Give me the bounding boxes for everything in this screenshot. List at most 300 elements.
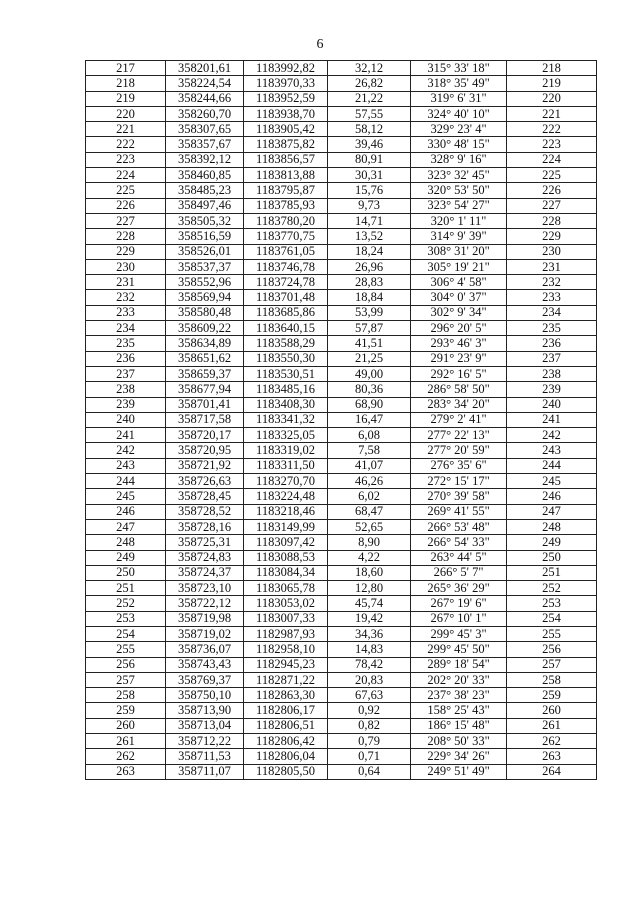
- point-number-cell: 217: [86, 61, 166, 76]
- x-coordinate-cell: 358516,59: [166, 229, 244, 244]
- point-number-cell: 249: [86, 550, 166, 565]
- next-point-number-cell: 249: [507, 535, 597, 550]
- bearing-angle-cell: 279° 2' 41": [411, 412, 507, 427]
- point-number-cell: 240: [86, 412, 166, 427]
- distance-cell: 28,83: [328, 275, 411, 290]
- x-coordinate-cell: 358569,94: [166, 290, 244, 305]
- table-row: [86, 458, 597, 473]
- y-coordinate-cell: 1183875,82: [244, 137, 328, 152]
- next-point-number-cell: 242: [507, 428, 597, 443]
- point-number-cell: 263: [86, 764, 166, 779]
- point-number-cell: 236: [86, 351, 166, 366]
- coordinates-table: [85, 60, 597, 780]
- point-number-cell: 251: [86, 581, 166, 596]
- bearing-angle-cell: 296° 20' 5": [411, 321, 507, 336]
- table-row: [86, 290, 597, 305]
- distance-cell: 52,65: [328, 519, 411, 534]
- next-point-number-cell: 256: [507, 642, 597, 657]
- y-coordinate-cell: 1183813,88: [244, 168, 328, 183]
- y-coordinate-cell: 1183149,99: [244, 519, 328, 534]
- table-row: [86, 168, 597, 183]
- table-row: [86, 749, 597, 764]
- page-number: 6: [316, 37, 324, 52]
- y-coordinate-cell: 1183952,59: [244, 91, 328, 106]
- point-number-cell: 239: [86, 397, 166, 412]
- bearing-angle-cell: 302° 9' 34": [411, 305, 507, 320]
- point-number-cell: 231: [86, 275, 166, 290]
- point-number-cell: 221: [86, 122, 166, 137]
- y-coordinate-cell: 1182958,10: [244, 642, 328, 657]
- y-coordinate-cell: 1182805,50: [244, 764, 328, 779]
- distance-cell: 18,84: [328, 290, 411, 305]
- next-point-number-cell: 221: [507, 106, 597, 121]
- bearing-angle-cell: 265° 36' 29": [411, 581, 507, 596]
- distance-cell: 49,00: [328, 366, 411, 381]
- distance-cell: 46,26: [328, 474, 411, 489]
- bearing-angle-cell: 323° 54' 27": [411, 198, 507, 213]
- next-point-number-cell: 248: [507, 519, 597, 534]
- distance-cell: 41,51: [328, 336, 411, 351]
- bearing-angle-cell: 299° 45' 3": [411, 626, 507, 641]
- y-coordinate-cell: 1183938,70: [244, 106, 328, 121]
- x-coordinate-cell: 358651,62: [166, 351, 244, 366]
- y-coordinate-cell: 1182945,23: [244, 657, 328, 672]
- point-number-cell: 226: [86, 198, 166, 213]
- distance-cell: 0,82: [328, 718, 411, 733]
- distance-cell: 14,71: [328, 213, 411, 228]
- point-number-cell: 228: [86, 229, 166, 244]
- y-coordinate-cell: 1183970,33: [244, 76, 328, 91]
- next-point-number-cell: 263: [507, 749, 597, 764]
- next-point-number-cell: 259: [507, 688, 597, 703]
- distance-cell: 58,12: [328, 122, 411, 137]
- table-row: [86, 642, 597, 657]
- next-point-number-cell: 241: [507, 412, 597, 427]
- y-coordinate-cell: 1183856,57: [244, 152, 328, 167]
- table-row: [86, 688, 597, 703]
- x-coordinate-cell: 358244,66: [166, 91, 244, 106]
- bearing-angle-cell: 286° 58' 50": [411, 382, 507, 397]
- table-row: [86, 61, 597, 76]
- x-coordinate-cell: 358537,37: [166, 259, 244, 274]
- y-coordinate-cell: 1183770,75: [244, 229, 328, 244]
- distance-cell: 41,07: [328, 458, 411, 473]
- bearing-angle-cell: 320° 1' 11": [411, 213, 507, 228]
- next-point-number-cell: 244: [507, 458, 597, 473]
- y-coordinate-cell: 1183341,32: [244, 412, 328, 427]
- next-point-number-cell: 258: [507, 672, 597, 687]
- y-coordinate-cell: 1183588,29: [244, 336, 328, 351]
- y-coordinate-cell: 1183311,50: [244, 458, 328, 473]
- point-number-cell: 258: [86, 688, 166, 703]
- table-row: [86, 734, 597, 749]
- bearing-angle-cell: 305° 19' 21": [411, 259, 507, 274]
- point-number-cell: 235: [86, 336, 166, 351]
- next-point-number-cell: 237: [507, 351, 597, 366]
- x-coordinate-cell: 358701,41: [166, 397, 244, 412]
- bearing-angle-cell: 158° 25' 43": [411, 703, 507, 718]
- distance-cell: 68,47: [328, 504, 411, 519]
- table-row: [86, 122, 597, 137]
- x-coordinate-cell: 358711,07: [166, 764, 244, 779]
- bearing-angle-cell: 267° 10' 1": [411, 611, 507, 626]
- point-number-cell: 248: [86, 535, 166, 550]
- bearing-angle-cell: 319° 6' 31": [411, 91, 507, 106]
- next-point-number-cell: 228: [507, 213, 597, 228]
- bearing-angle-cell: 276° 35' 6": [411, 458, 507, 473]
- table-row: [86, 213, 597, 228]
- x-coordinate-cell: 358713,90: [166, 703, 244, 718]
- table-row: [86, 550, 597, 565]
- bearing-angle-cell: 277° 22' 13": [411, 428, 507, 443]
- bearing-angle-cell: 315° 33' 18": [411, 61, 507, 76]
- x-coordinate-cell: 358659,37: [166, 366, 244, 381]
- table-row: [86, 443, 597, 458]
- table-row: [86, 366, 597, 381]
- bearing-angle-cell: 318° 35' 49": [411, 76, 507, 91]
- y-coordinate-cell: 1183761,05: [244, 244, 328, 259]
- point-number-cell: 218: [86, 76, 166, 91]
- bearing-angle-cell: 266° 53' 48": [411, 519, 507, 534]
- y-coordinate-cell: 1183218,46: [244, 504, 328, 519]
- x-coordinate-cell: 358736,07: [166, 642, 244, 657]
- table-row: [86, 474, 597, 489]
- bearing-angle-cell: 270° 39' 58": [411, 489, 507, 504]
- y-coordinate-cell: 1183325,05: [244, 428, 328, 443]
- distance-cell: 39,46: [328, 137, 411, 152]
- bearing-angle-cell: 272° 15' 17": [411, 474, 507, 489]
- x-coordinate-cell: 358634,89: [166, 336, 244, 351]
- distance-cell: 0,71: [328, 749, 411, 764]
- y-coordinate-cell: 1182987,93: [244, 626, 328, 641]
- bearing-angle-cell: 267° 19' 6": [411, 596, 507, 611]
- point-number-cell: 253: [86, 611, 166, 626]
- x-coordinate-cell: 358728,45: [166, 489, 244, 504]
- next-point-number-cell: 264: [507, 764, 597, 779]
- point-number-cell: 225: [86, 183, 166, 198]
- table-row: [86, 519, 597, 534]
- y-coordinate-cell: 1183097,42: [244, 535, 328, 550]
- next-point-number-cell: 226: [507, 183, 597, 198]
- y-coordinate-cell: 1183746,78: [244, 259, 328, 274]
- next-point-number-cell: 238: [507, 366, 597, 381]
- x-coordinate-cell: 358721,92: [166, 458, 244, 473]
- next-point-number-cell: 224: [507, 152, 597, 167]
- table-row: [86, 382, 597, 397]
- bearing-angle-cell: 263° 44' 5": [411, 550, 507, 565]
- bearing-angle-cell: 277° 20' 59": [411, 443, 507, 458]
- distance-cell: 26,96: [328, 259, 411, 274]
- point-number-cell: 260: [86, 718, 166, 733]
- x-coordinate-cell: 358505,32: [166, 213, 244, 228]
- point-number-cell: 237: [86, 366, 166, 381]
- table-row: [86, 351, 597, 366]
- coordinates-table-body: [86, 61, 597, 780]
- x-coordinate-cell: 358460,85: [166, 168, 244, 183]
- bearing-angle-cell: 266° 54' 33": [411, 535, 507, 550]
- table-row: [86, 672, 597, 687]
- point-number-cell: 244: [86, 474, 166, 489]
- table-row: [86, 489, 597, 504]
- y-coordinate-cell: 1183319,02: [244, 443, 328, 458]
- next-point-number-cell: 219: [507, 76, 597, 91]
- bearing-angle-cell: 293° 46' 3": [411, 336, 507, 351]
- next-point-number-cell: 257: [507, 657, 597, 672]
- x-coordinate-cell: 358719,02: [166, 626, 244, 641]
- table-row: [86, 504, 597, 519]
- y-coordinate-cell: 1183701,48: [244, 290, 328, 305]
- distance-cell: 9,73: [328, 198, 411, 213]
- bearing-angle-cell: 292° 16' 5": [411, 366, 507, 381]
- table-row: [86, 703, 597, 718]
- next-point-number-cell: 251: [507, 565, 597, 580]
- x-coordinate-cell: 358717,58: [166, 412, 244, 427]
- point-number-cell: 261: [86, 734, 166, 749]
- table-row: [86, 611, 597, 626]
- x-coordinate-cell: 358201,61: [166, 61, 244, 76]
- distance-cell: 6,08: [328, 428, 411, 443]
- point-number-cell: 245: [86, 489, 166, 504]
- distance-cell: 18,60: [328, 565, 411, 580]
- bearing-angle-cell: 314° 9' 39": [411, 229, 507, 244]
- next-point-number-cell: 246: [507, 489, 597, 504]
- table-row: [86, 244, 597, 259]
- x-coordinate-cell: 358552,96: [166, 275, 244, 290]
- table-row: [86, 229, 597, 244]
- next-point-number-cell: 247: [507, 504, 597, 519]
- next-point-number-cell: 262: [507, 734, 597, 749]
- y-coordinate-cell: 1183780,20: [244, 213, 328, 228]
- table-row: [86, 397, 597, 412]
- y-coordinate-cell: 1183724,78: [244, 275, 328, 290]
- table-row: [86, 657, 597, 672]
- bearing-angle-cell: 283° 34' 20": [411, 397, 507, 412]
- y-coordinate-cell: 1182806,04: [244, 749, 328, 764]
- y-coordinate-cell: 1183640,15: [244, 321, 328, 336]
- point-number-cell: 232: [86, 290, 166, 305]
- distance-cell: 53,99: [328, 305, 411, 320]
- point-number-cell: 246: [86, 504, 166, 519]
- distance-cell: 0,79: [328, 734, 411, 749]
- next-point-number-cell: 230: [507, 244, 597, 259]
- distance-cell: 16,47: [328, 412, 411, 427]
- distance-cell: 80,91: [328, 152, 411, 167]
- point-number-cell: 256: [86, 657, 166, 672]
- bearing-angle-cell: 304° 0' 37": [411, 290, 507, 305]
- point-number-cell: 233: [86, 305, 166, 320]
- point-number-cell: 242: [86, 443, 166, 458]
- x-coordinate-cell: 358357,67: [166, 137, 244, 152]
- bearing-angle-cell: 329° 23' 4": [411, 122, 507, 137]
- bearing-angle-cell: 208° 50' 33": [411, 734, 507, 749]
- x-coordinate-cell: 358769,37: [166, 672, 244, 687]
- table-row: [86, 137, 597, 152]
- point-number-cell: 252: [86, 596, 166, 611]
- y-coordinate-cell: 1183530,51: [244, 366, 328, 381]
- x-coordinate-cell: 358712,22: [166, 734, 244, 749]
- y-coordinate-cell: 1182806,42: [244, 734, 328, 749]
- table-row: [86, 535, 597, 550]
- next-point-number-cell: 234: [507, 305, 597, 320]
- x-coordinate-cell: 358260,70: [166, 106, 244, 121]
- y-coordinate-cell: 1183685,86: [244, 305, 328, 320]
- distance-cell: 34,36: [328, 626, 411, 641]
- point-number-cell: 259: [86, 703, 166, 718]
- y-coordinate-cell: 1183485,16: [244, 382, 328, 397]
- table-row: [86, 565, 597, 580]
- table-row: [86, 596, 597, 611]
- x-coordinate-cell: 358722,12: [166, 596, 244, 611]
- next-point-number-cell: 235: [507, 321, 597, 336]
- x-coordinate-cell: 358485,23: [166, 183, 244, 198]
- distance-cell: 78,42: [328, 657, 411, 672]
- next-point-number-cell: 227: [507, 198, 597, 213]
- distance-cell: 57,87: [328, 321, 411, 336]
- next-point-number-cell: 252: [507, 581, 597, 596]
- distance-cell: 4,22: [328, 550, 411, 565]
- x-coordinate-cell: 358307,65: [166, 122, 244, 137]
- bearing-angle-cell: 186° 15' 48": [411, 718, 507, 733]
- table-row: [86, 412, 597, 427]
- bearing-angle-cell: 308° 31' 20": [411, 244, 507, 259]
- x-coordinate-cell: 358720,17: [166, 428, 244, 443]
- y-coordinate-cell: 1182863,30: [244, 688, 328, 703]
- next-point-number-cell: 218: [507, 61, 597, 76]
- x-coordinate-cell: 358728,52: [166, 504, 244, 519]
- next-point-number-cell: 232: [507, 275, 597, 290]
- y-coordinate-cell: 1183270,70: [244, 474, 328, 489]
- table-row: [86, 152, 597, 167]
- y-coordinate-cell: 1182806,17: [244, 703, 328, 718]
- y-coordinate-cell: 1183795,87: [244, 183, 328, 198]
- bearing-angle-cell: 320° 53' 50": [411, 183, 507, 198]
- distance-cell: 57,55: [328, 106, 411, 121]
- next-point-number-cell: 261: [507, 718, 597, 733]
- distance-cell: 21,22: [328, 91, 411, 106]
- next-point-number-cell: 233: [507, 290, 597, 305]
- point-number-cell: 223: [86, 152, 166, 167]
- bearing-angle-cell: 237° 38' 23": [411, 688, 507, 703]
- bearing-angle-cell: 328° 9' 16": [411, 152, 507, 167]
- point-number-cell: 220: [86, 106, 166, 121]
- table-row: [86, 275, 597, 290]
- bearing-angle-cell: 306° 4' 58": [411, 275, 507, 290]
- bearing-angle-cell: 229° 34' 26": [411, 749, 507, 764]
- y-coordinate-cell: 1183905,42: [244, 122, 328, 137]
- bearing-angle-cell: 323° 32' 45": [411, 168, 507, 183]
- point-number-cell: 230: [86, 259, 166, 274]
- next-point-number-cell: 220: [507, 91, 597, 106]
- point-number-cell: 229: [86, 244, 166, 259]
- x-coordinate-cell: 358724,83: [166, 550, 244, 565]
- point-number-cell: 241: [86, 428, 166, 443]
- distance-cell: 21,25: [328, 351, 411, 366]
- table-row: [86, 428, 597, 443]
- next-point-number-cell: 253: [507, 596, 597, 611]
- x-coordinate-cell: 358713,04: [166, 718, 244, 733]
- x-coordinate-cell: 358224,54: [166, 76, 244, 91]
- x-coordinate-cell: 358580,48: [166, 305, 244, 320]
- y-coordinate-cell: 1183550,30: [244, 351, 328, 366]
- bearing-angle-cell: 266° 5' 7": [411, 565, 507, 580]
- next-point-number-cell: 223: [507, 137, 597, 152]
- point-number-cell: 257: [86, 672, 166, 687]
- y-coordinate-cell: 1182871,22: [244, 672, 328, 687]
- point-number-cell: 227: [86, 213, 166, 228]
- table-row: [86, 764, 597, 779]
- point-number-cell: 247: [86, 519, 166, 534]
- x-coordinate-cell: 358609,22: [166, 321, 244, 336]
- distance-cell: 26,82: [328, 76, 411, 91]
- distance-cell: 67,63: [328, 688, 411, 703]
- next-point-number-cell: 239: [507, 382, 597, 397]
- table-row: [86, 259, 597, 274]
- next-point-number-cell: 231: [507, 259, 597, 274]
- y-coordinate-cell: 1183084,34: [244, 565, 328, 580]
- y-coordinate-cell: 1183053,02: [244, 596, 328, 611]
- x-coordinate-cell: 358392,12: [166, 152, 244, 167]
- next-point-number-cell: 222: [507, 122, 597, 137]
- y-coordinate-cell: 1183992,82: [244, 61, 328, 76]
- point-number-cell: 243: [86, 458, 166, 473]
- bearing-angle-cell: 324° 40' 10": [411, 106, 507, 121]
- x-coordinate-cell: 358720,95: [166, 443, 244, 458]
- distance-cell: 68,90: [328, 397, 411, 412]
- x-coordinate-cell: 358750,10: [166, 688, 244, 703]
- table-row: [86, 581, 597, 596]
- point-number-cell: 238: [86, 382, 166, 397]
- x-coordinate-cell: 358726,63: [166, 474, 244, 489]
- y-coordinate-cell: 1182806,51: [244, 718, 328, 733]
- x-coordinate-cell: 358526,01: [166, 244, 244, 259]
- table-row: [86, 76, 597, 91]
- distance-cell: 30,31: [328, 168, 411, 183]
- table-row: [86, 336, 597, 351]
- table-row: [86, 183, 597, 198]
- point-number-cell: 255: [86, 642, 166, 657]
- table-row: [86, 91, 597, 106]
- bearing-angle-cell: 330° 48' 15": [411, 137, 507, 152]
- distance-cell: 12,80: [328, 581, 411, 596]
- y-coordinate-cell: 1183065,78: [244, 581, 328, 596]
- distance-cell: 14,83: [328, 642, 411, 657]
- bearing-angle-cell: 249° 51' 49": [411, 764, 507, 779]
- next-point-number-cell: 260: [507, 703, 597, 718]
- next-point-number-cell: 240: [507, 397, 597, 412]
- bearing-angle-cell: 289° 18' 54": [411, 657, 507, 672]
- table-row: [86, 106, 597, 121]
- table-row: [86, 321, 597, 336]
- table-row: [86, 626, 597, 641]
- y-coordinate-cell: 1183785,93: [244, 198, 328, 213]
- table-row: [86, 718, 597, 733]
- distance-cell: 19,42: [328, 611, 411, 626]
- distance-cell: 15,76: [328, 183, 411, 198]
- y-coordinate-cell: 1183007,33: [244, 611, 328, 626]
- x-coordinate-cell: 358497,46: [166, 198, 244, 213]
- bearing-angle-cell: 269° 41' 55": [411, 504, 507, 519]
- distance-cell: 7,58: [328, 443, 411, 458]
- point-number-cell: 250: [86, 565, 166, 580]
- next-point-number-cell: 225: [507, 168, 597, 183]
- distance-cell: 32,12: [328, 61, 411, 76]
- x-coordinate-cell: 358724,37: [166, 565, 244, 580]
- point-number-cell: 222: [86, 137, 166, 152]
- next-point-number-cell: 236: [507, 336, 597, 351]
- point-number-cell: 234: [86, 321, 166, 336]
- distance-cell: 0,64: [328, 764, 411, 779]
- x-coordinate-cell: 358677,94: [166, 382, 244, 397]
